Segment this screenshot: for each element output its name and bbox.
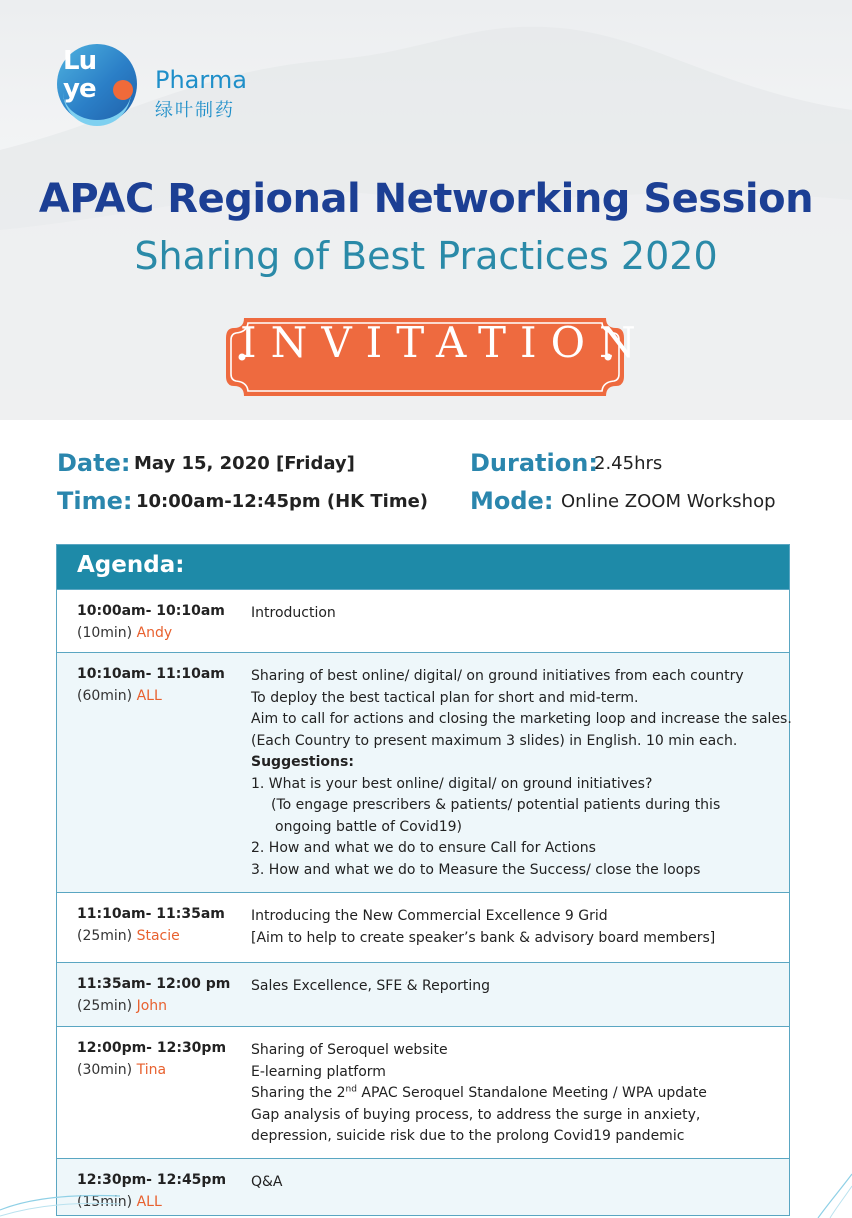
agenda-description: Introducing the New Commercial Excellence 9 Grid [Aim to help to create speaker’s bank & advisory board members] bbox=[251, 908, 716, 946]
logo-mark-top: Lu bbox=[63, 46, 97, 76]
page-subtitle: Sharing of Best Practices 2020 bbox=[134, 234, 718, 278]
page-title: APAC Regional Networking Session bbox=[38, 176, 814, 222]
time-label: Time: bbox=[57, 487, 133, 515]
agenda-row bbox=[57, 589, 789, 652]
agenda-duration: (60min) ALL bbox=[77, 688, 162, 704]
agenda-presenter: Stacie bbox=[136, 928, 180, 944]
agenda-table bbox=[56, 544, 790, 1216]
agenda-row bbox=[57, 1026, 789, 1158]
agenda-description: Introduction bbox=[251, 605, 336, 621]
agenda-row bbox=[57, 1158, 789, 1215]
date-label: Date: bbox=[57, 449, 131, 477]
logo-name: Pharma bbox=[155, 66, 247, 94]
agenda-header bbox=[57, 545, 789, 589]
agenda-description: Sales Excellence, SFE & Reporting bbox=[251, 978, 491, 994]
agenda-time: 12:00pm- 12:30pm bbox=[77, 1040, 227, 1056]
agenda-duration: (25min) John bbox=[77, 998, 168, 1014]
agenda-description: Sharing of Seroquel website E-learning platform Sharing the 2nd APAC Seroquel Standalone Meeting / WPA update Gap analysis of buying process, to address the surge in anxiety, depression, suicide risk due to the prolong Covid19 pandemic bbox=[251, 1042, 707, 1144]
agenda-time: 12:30pm- 12:45pm bbox=[77, 1172, 227, 1188]
banner-text: INVITATION bbox=[240, 318, 650, 367]
agenda-time: 10:10am- 11:10am bbox=[77, 666, 225, 682]
invitation-banner bbox=[226, 318, 650, 396]
mode-label: Mode: bbox=[470, 487, 554, 515]
agenda-duration: (30min) Tina bbox=[77, 1062, 167, 1078]
logo-mark-bottom: ye bbox=[63, 74, 96, 104]
logo-name-cn: 绿叶制药 bbox=[155, 100, 235, 121]
agenda-presenter: ALL bbox=[136, 688, 162, 704]
agenda-presenter: Tina bbox=[136, 1062, 167, 1078]
logo-dot bbox=[113, 80, 133, 100]
agenda-description: Sharing of best online/ digital/ on ground initiatives from each country To deploy the best tactical plan for short and mid-term. Aim to call for actions and closing the marketing loop and increase the sales. (Each Country to present maximum 3 slides) in English. 10 min each. Suggestions: 1. What is your best online/ digital/ on ground initiatives? (To engage prescribers & patients/ potential patients during this ongoing battle of Covid19) 2. How and what we do to ensure Call for Actions 3. How and what we do to Measure the Success/ close the loops bbox=[251, 668, 792, 878]
agenda-row bbox=[57, 892, 789, 962]
agenda-row bbox=[57, 962, 789, 1026]
decorative-wave-left bbox=[0, 1180, 120, 1218]
decorative-wave-right bbox=[800, 1170, 852, 1218]
agenda-time: 10:00am- 10:10am bbox=[77, 603, 225, 619]
agenda-duration: (10min) Andy bbox=[77, 625, 173, 641]
agenda-time: 11:10am- 11:35am bbox=[77, 906, 225, 922]
agenda-duration: (25min) Stacie bbox=[77, 928, 180, 944]
agenda-presenter: Andy bbox=[136, 625, 173, 641]
agenda-row bbox=[57, 652, 792, 892]
duration-label: Duration: bbox=[470, 449, 598, 477]
time-value: 10:00am-12:45pm (HK Time) bbox=[136, 491, 429, 512]
duration-value: 2.45hrs bbox=[594, 453, 663, 474]
agenda-presenter: ALL bbox=[136, 1194, 162, 1210]
agenda-time: 11:35am- 12:00 pm bbox=[77, 976, 231, 992]
company-logo bbox=[57, 44, 257, 134]
agenda-description: Q&A bbox=[251, 1174, 283, 1190]
agenda-duration: (15min) ALL bbox=[77, 1194, 162, 1210]
mode-value: Online ZOOM Workshop bbox=[561, 491, 776, 512]
suggestions-heading: Suggestions: bbox=[251, 754, 354, 770]
date-value: May 15, 2020 [Friday] bbox=[134, 453, 355, 474]
agenda-title: Agenda: bbox=[77, 552, 185, 578]
agenda-presenter: John bbox=[136, 998, 168, 1014]
